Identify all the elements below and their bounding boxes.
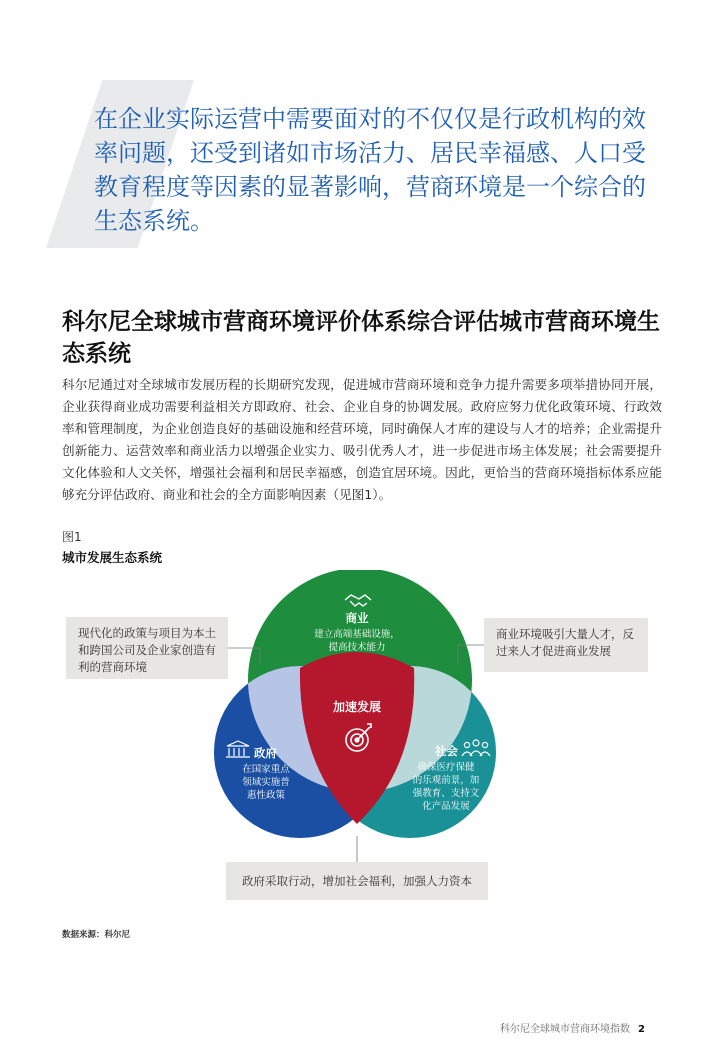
figure-title: 城市发展生态系统 bbox=[62, 550, 163, 565]
page-footer bbox=[500, 1020, 645, 1035]
society-desc-1: 确保医疗保健 bbox=[417, 762, 475, 773]
government-desc-2: 领域实施普 bbox=[242, 777, 290, 788]
government-desc-1: 在国家重点 bbox=[242, 764, 290, 775]
callout-welfare: 政府采取行动，增加社会福利，加强人力资本 bbox=[226, 862, 488, 900]
body-paragraph: 科尔尼通过对全球城市发展历程的长期研究发现，促进城市营商环境和竞争力提升需要多项举措协同开展，企业获得商业成功需要利益相关方即政府、社会、企业自身的协调发展。政府应努力优化政策环境、行政效率和管理制度，为企业创造良好的基础设施和经营环境，同时确保人才库的建设与人才的培养；企业需提升创新能力、运营效率和商业活力以增强企业实力、吸引优秀人才，进一步促进市场主体发展；社会需要提升文化体验和人文关怀，增强社会福利和居民幸福感，创造宜居环境。因此，更恰当的营商环境指标体系应能够充分评估政府、商业和社会的全方面影响因素（见图1）。 bbox=[62, 377, 662, 502]
ecosystem-venn-diagram bbox=[0, 570, 718, 870]
callout-policy: 现代化的政策与项目为本土和跨国公司及企业家创造有利的营商环境 bbox=[66, 617, 228, 679]
society-desc-3: 强教育、支持文 bbox=[412, 788, 480, 799]
footer-title: 科尔尼全球城市营商环境指数 bbox=[500, 1024, 630, 1035]
business-desc-2: 提高技术能力 bbox=[328, 642, 386, 653]
data-source: 数据来源：科尔尼 bbox=[62, 930, 131, 940]
page-number: 2 bbox=[638, 1024, 645, 1035]
figure-label: 图1 bbox=[62, 530, 82, 544]
society-desc-4: 化产品发展 bbox=[422, 801, 470, 812]
business-desc-1: 建立高端基础设施， bbox=[314, 629, 400, 640]
center-label: 加速发展 bbox=[332, 700, 382, 714]
section-title: 科尔尼全球城市营商环境评价体系综合评估城市营商环境生态系统 bbox=[62, 309, 660, 367]
government-title: 政府 bbox=[254, 746, 277, 760]
pull-quote: 在企业实际运营中需要面对的不仅仅是行政机构的效率问题，还受到诸如市场活力、居民幸福感、人口受教育程度等因素的显著影响，营商环境是一个综合的生态系统。 bbox=[94, 105, 646, 235]
society-desc-2: 的乐观前景，加 bbox=[412, 775, 480, 786]
business-title: 商业 bbox=[345, 611, 369, 625]
government-desc-3: 惠性政策 bbox=[246, 790, 286, 801]
society-title: 社会 bbox=[435, 744, 458, 758]
callout-talent: 商业环境吸引大量人才，反过来人才促进商业发展 bbox=[484, 618, 648, 672]
